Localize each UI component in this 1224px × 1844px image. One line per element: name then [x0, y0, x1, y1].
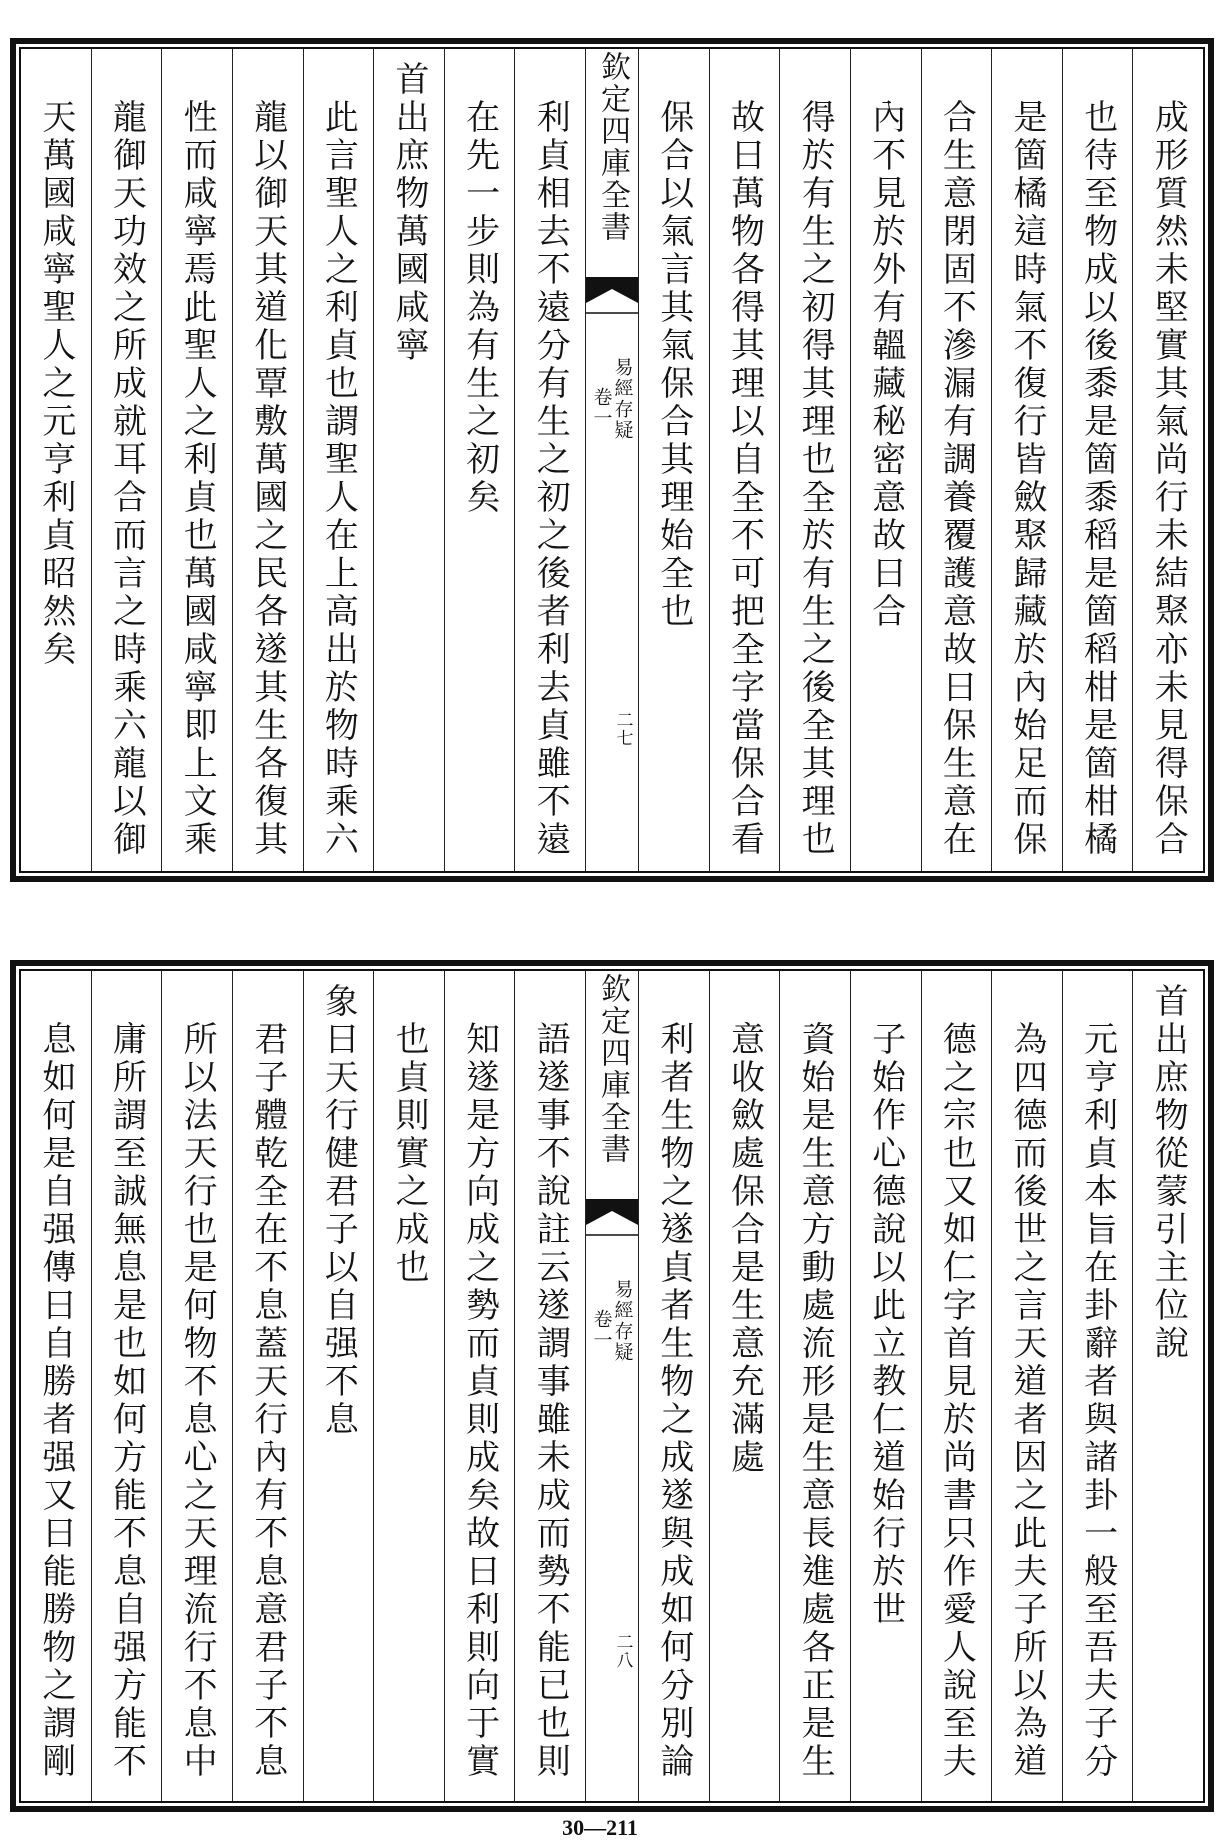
- text-column: [514, 971, 585, 1801]
- text-column: [991, 49, 1062, 871]
- text-column: [709, 49, 780, 871]
- column-text: 此言聖人之利貞也謂聖人在上高出於物時乘六: [318, 99, 359, 859]
- work-title: 易經存疑: [611, 1279, 634, 1363]
- panel-frame: [19, 969, 1205, 1803]
- text-column: [921, 49, 992, 871]
- lower-leaf-panel: [10, 960, 1214, 1812]
- text-column: [921, 971, 992, 1801]
- column-text: 庸所謂至誠無息是也如何方能不息自强方能不: [106, 1021, 147, 1781]
- text-column: [303, 49, 374, 871]
- column-text: 君子體乾全在不息蓋天行內有不息意君子不息: [247, 1021, 288, 1781]
- text-column: [91, 971, 162, 1801]
- text-column: [161, 49, 232, 871]
- heading-text: 首出庶物萬國咸寧: [388, 61, 429, 365]
- leaf-number: 二八: [612, 1633, 633, 1669]
- text-column: [444, 49, 515, 871]
- text-column: [444, 971, 515, 1801]
- upper-leaf-panel: [10, 38, 1214, 882]
- fishtail-mark: [586, 277, 638, 317]
- column-text: 利貞相去不遠分有生之初之後者利去貞雖不遠: [530, 99, 571, 859]
- heading-column: [303, 971, 374, 1801]
- text-column: [638, 971, 709, 1801]
- column-text: 知遂是方向成之勢而貞則成矣故曰利則向于實: [459, 1021, 500, 1781]
- column-text: 故曰萬物各得其理以自全不可把全字當保合看: [724, 99, 765, 859]
- text-column: [779, 49, 850, 871]
- column-text: 所以法天行也是何物不息心之天理流行不息中: [177, 1021, 218, 1781]
- column-text: 德之宗也又如仁字首見於尚書只作愛人說至夫: [936, 1021, 977, 1781]
- text-column: [638, 49, 709, 871]
- text-column: [373, 971, 444, 1801]
- text-column: [232, 49, 303, 871]
- column-text: 在先一步則為有生之初矣: [459, 99, 500, 517]
- juan-label: 卷一: [590, 387, 613, 429]
- text-column: [991, 971, 1062, 1801]
- column-text: 意收斂處保合是生意充滿處: [724, 1021, 765, 1477]
- work-title: 易經存疑: [611, 357, 634, 441]
- heading-column: [373, 49, 444, 871]
- column-text: 保合以氣言其氣保合其理始全也: [653, 99, 694, 631]
- heading-text: 象曰天行健君子以自强不息: [318, 983, 359, 1439]
- column-text: 也待至物成以後黍是箇黍稻是箇稻柑是箇柑橘: [1077, 99, 1118, 859]
- column-text: 龍以御天其道化覃敷萬國之民各遂其生各復其: [247, 99, 288, 859]
- text-column: [91, 49, 162, 871]
- column-text: 性而咸寧焉此聖人之利貞也萬國咸寧即上文乘: [177, 99, 218, 859]
- text-column: [1062, 971, 1133, 1801]
- leaf-number: 二七: [612, 711, 633, 747]
- column-text: 資始是生意方動處流形是生意長進處各正是生: [795, 1021, 836, 1781]
- text-column: [21, 49, 91, 871]
- book-title: 欽定四庫全書: [595, 973, 630, 1165]
- column-text: 成形質然未堅實其氣尚行未結聚亦未見得保合: [1148, 99, 1189, 859]
- column-text: 得於有生之初得其理也全於有生之後全其理也: [795, 99, 836, 859]
- text-column: [850, 971, 921, 1801]
- text-column: [161, 971, 232, 1801]
- text-column: [21, 971, 91, 1801]
- column-text: 內不見於外有韞藏秘密意故曰合: [865, 99, 906, 631]
- column-text: 息如何是自强傳曰自勝者强又曰能勝物之謂剛: [35, 1021, 76, 1781]
- text-column: [1132, 49, 1203, 871]
- fold-column: [585, 49, 638, 871]
- column-text: 天萬國咸寧聖人之元亨利貞昭然矣: [35, 99, 76, 669]
- text-column: [850, 49, 921, 871]
- column-text: 合生意閉固不滲漏有調養覆護意故曰保生意在: [936, 99, 977, 859]
- heading-column: [1132, 971, 1203, 1801]
- fold-column: [585, 971, 638, 1801]
- heading-text: 首出庶物從蒙引主位說: [1148, 983, 1189, 1363]
- column-text: 子始作心德說以此立教仁道始行於世: [865, 1021, 906, 1629]
- column-text: 也貞則實之成也: [388, 1021, 429, 1287]
- column-text: 龍御天功效之所成就耳合而言之時乘六龍以御: [106, 99, 147, 859]
- column-text: 為四德而後世之言天道者因之此夫子所以為道: [1006, 1021, 1047, 1781]
- text-column: [1062, 49, 1133, 871]
- panel-frame: [19, 47, 1205, 873]
- page-number: 30—211: [562, 1815, 638, 1840]
- column-text: 利者生物之遂貞者生物之成遂與成如何分別論: [653, 1021, 694, 1781]
- fishtail-mark: [586, 1199, 638, 1239]
- column-text: 語遂事不說註云遂謂事雖未成而勢不能已也則: [530, 1021, 571, 1781]
- text-column: [709, 971, 780, 1801]
- text-column: [779, 971, 850, 1801]
- text-column: [514, 49, 585, 871]
- column-text: 元亨利貞本旨在卦辭者與諸卦一般至吾夫子分: [1077, 1021, 1118, 1781]
- text-column: [232, 971, 303, 1801]
- juan-label: 卷一: [590, 1309, 613, 1351]
- column-text: 是箇橘這時氣不復行皆斂聚歸藏於內始足而保: [1006, 99, 1047, 859]
- book-title: 欽定四庫全書: [595, 51, 630, 243]
